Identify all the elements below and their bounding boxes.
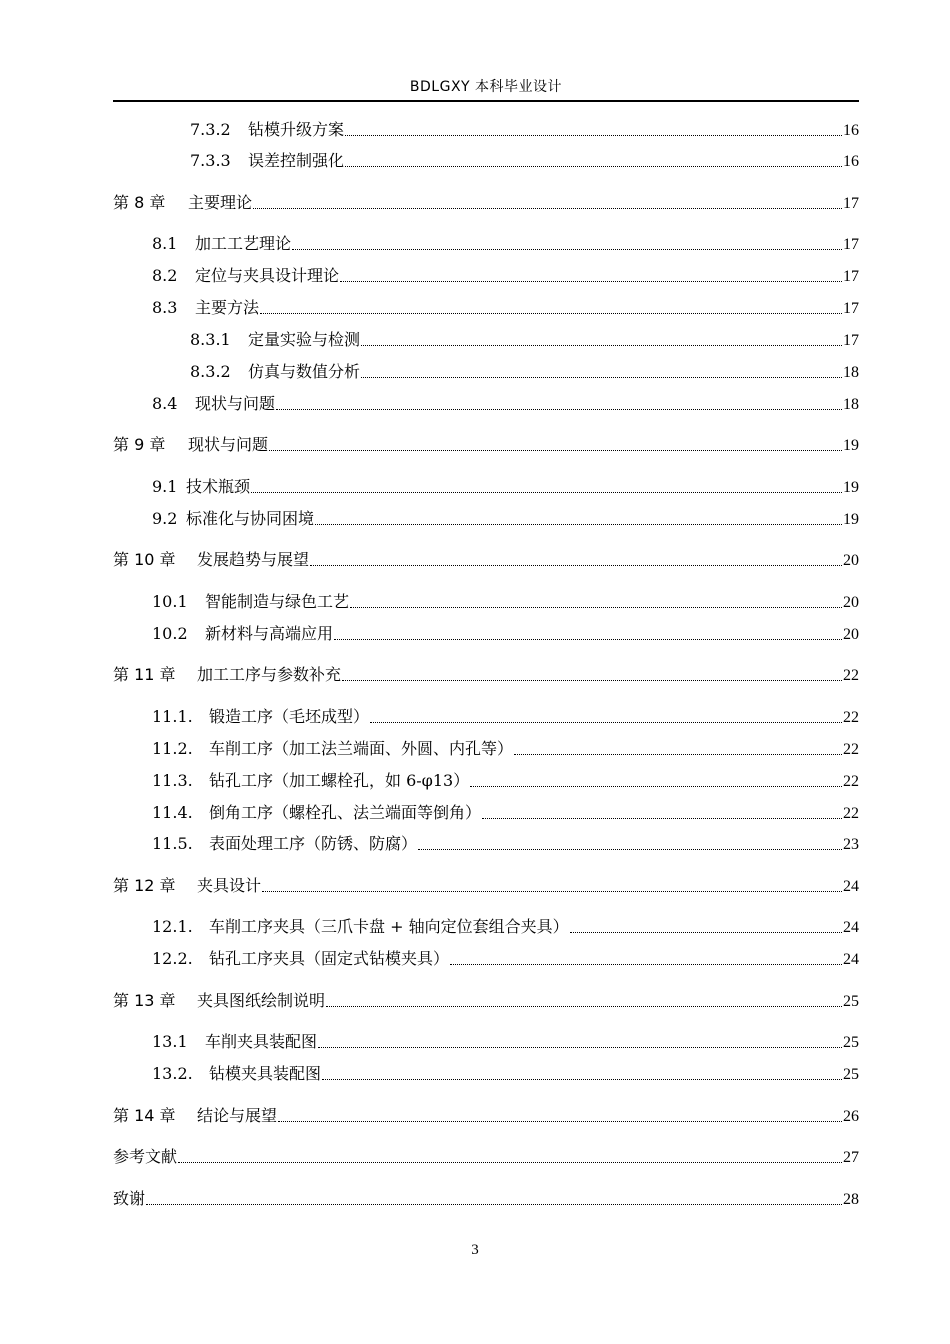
dot-leader — [340, 281, 842, 282]
dot-leader — [262, 891, 842, 892]
toc-chapter[interactable] — [113, 548, 859, 572]
toc-page: 22 — [843, 709, 859, 726]
toc-page: 28 — [843, 1191, 859, 1208]
toc-page: 27 — [843, 1149, 859, 1166]
toc-page: 19 — [843, 511, 859, 528]
toc-title: 钻孔工序（加工螺栓孔，如 6-φ13） — [209, 771, 470, 790]
dot-leader — [322, 1079, 842, 1080]
toc-number: 10.1 — [152, 592, 188, 611]
toc-title: 定位与夹具设计理论 — [195, 266, 340, 285]
toc-page: 24 — [843, 919, 859, 936]
toc-number: 9.2 — [152, 509, 178, 528]
toc-number: 第 9 章 — [113, 435, 166, 454]
toc-page: 23 — [843, 836, 859, 853]
dot-leader — [514, 754, 842, 755]
toc-number: 第 10 章 — [113, 550, 176, 569]
toc-page: 24 — [843, 951, 859, 968]
toc-number: 7.3.3 — [190, 151, 231, 170]
toc-entry[interactable] — [152, 232, 859, 256]
toc-chapter[interactable] — [113, 663, 859, 687]
toc-entry[interactable] — [190, 149, 859, 173]
dot-leader — [326, 1006, 842, 1007]
dot-leader — [345, 135, 842, 136]
toc-entry[interactable] — [152, 296, 859, 320]
toc-page: 22 — [843, 667, 859, 684]
dot-leader — [318, 1047, 842, 1048]
toc-entry[interactable] — [152, 622, 859, 646]
toc-number: 13.1 — [152, 1032, 188, 1051]
toc-title: 钻孔工序夹具（固定式钻模夹具） — [209, 949, 450, 968]
toc-title: 误差控制强化 — [248, 151, 345, 170]
toc-title: 加工工艺理论 — [195, 234, 292, 253]
toc-page: 22 — [843, 805, 859, 822]
toc-chapter[interactable] — [113, 1145, 859, 1169]
dot-leader — [276, 409, 842, 410]
toc-number: 第 14 章 — [113, 1106, 176, 1125]
toc-title: 新材料与高端应用 — [205, 624, 334, 643]
dot-leader — [361, 377, 842, 378]
dot-leader — [334, 639, 842, 640]
toc-page: 17 — [843, 300, 859, 317]
toc-title: 仿真与数值分析 — [248, 362, 361, 381]
toc-page: 25 — [843, 993, 859, 1010]
toc-page: 25 — [843, 1034, 859, 1051]
page-number: 3 — [471, 1242, 479, 1258]
toc-page: 16 — [843, 153, 859, 170]
toc-number: 7.3.2 — [190, 120, 231, 139]
toc-entry[interactable] — [152, 832, 859, 856]
toc-entry[interactable] — [190, 118, 859, 142]
dot-leader — [310, 565, 842, 566]
toc-entry[interactable] — [152, 507, 859, 531]
toc-title: 技术瓶颈 — [186, 477, 251, 496]
dot-leader — [418, 849, 842, 850]
toc-title: 钻模夹具装配图 — [209, 1064, 322, 1083]
toc-number: 13.2. — [152, 1064, 193, 1083]
toc-title: 结论与展望 — [197, 1106, 278, 1125]
toc-title: 定量实验与检测 — [248, 330, 361, 349]
toc-number: 9.1 — [152, 477, 178, 496]
toc-page: 22 — [843, 773, 859, 790]
dot-leader — [253, 208, 842, 209]
toc-page: 25 — [843, 1066, 859, 1083]
toc-title: 表面处理工序（防锈、防腐） — [209, 834, 418, 853]
dot-leader — [450, 964, 842, 965]
toc-number: 8.4 — [152, 394, 178, 413]
toc-number: 10.2 — [152, 624, 188, 643]
toc-page: 22 — [843, 741, 859, 758]
toc-title: 参考文献 — [113, 1147, 178, 1166]
toc-number: 8.3.1 — [190, 330, 231, 349]
toc-title: 主要理论 — [188, 193, 253, 212]
toc-title: 锻造工序（毛坯成型） — [209, 707, 370, 726]
page-header: BDLGXY 本科毕业设计 — [409, 79, 563, 95]
toc-number: 11.5. — [152, 834, 193, 853]
toc-title: 主要方法 — [195, 298, 260, 317]
toc-entry[interactable] — [152, 590, 859, 614]
toc-chapter[interactable] — [113, 1187, 859, 1211]
dot-leader — [260, 313, 842, 314]
toc-page: 17 — [843, 268, 859, 285]
toc-page: 17 — [843, 195, 859, 212]
toc-number: 8.3.2 — [190, 362, 231, 381]
toc-page: 16 — [843, 122, 859, 139]
toc-page: 19 — [843, 479, 859, 496]
toc-number: 11.4. — [152, 803, 193, 822]
toc-title: 倒角工序（螺栓孔、法兰端面等倒角） — [209, 803, 482, 822]
toc-entry[interactable] — [152, 915, 859, 939]
toc-title: 夹具图纸绘制说明 — [197, 991, 326, 1010]
toc-title: 发展趋势与展望 — [197, 550, 310, 569]
toc-number: 第 13 章 — [113, 991, 176, 1010]
toc-page: 20 — [843, 552, 859, 569]
toc-entry[interactable] — [152, 705, 859, 729]
toc-title: 车削工序夹具（三爪卡盘 + 轴向定位套组合夹具） — [209, 917, 569, 936]
toc-number: 8.1 — [152, 234, 178, 253]
dot-leader — [178, 1162, 842, 1163]
toc-title: 标准化与协同困境 — [186, 509, 315, 528]
toc-title: 现状与问题 — [195, 394, 276, 413]
dot-leader — [146, 1204, 842, 1205]
toc-entry[interactable] — [152, 1030, 859, 1054]
dot-leader — [345, 166, 842, 167]
toc-chapter[interactable] — [113, 433, 859, 457]
toc-number: 12.1. — [152, 917, 193, 936]
toc-number: 11.2. — [152, 739, 193, 758]
toc-entry[interactable] — [152, 947, 859, 971]
toc-title: 加工工序与参数补充 — [197, 665, 342, 684]
toc-page: 20 — [843, 626, 859, 643]
toc-chapter[interactable] — [113, 1104, 859, 1128]
toc-number: 12.2. — [152, 949, 193, 968]
dot-leader — [269, 450, 842, 451]
toc-entry[interactable] — [190, 328, 859, 352]
dot-leader — [251, 492, 842, 493]
dot-leader — [570, 932, 842, 933]
dot-leader — [350, 607, 842, 608]
toc-number: 第 8 章 — [113, 193, 166, 212]
toc-title: 现状与问题 — [188, 435, 269, 454]
toc-entry[interactable] — [152, 801, 859, 825]
dot-leader — [361, 345, 842, 346]
dot-leader — [482, 818, 842, 819]
dot-leader — [370, 722, 842, 723]
toc-page: 17 — [843, 236, 859, 253]
toc-page: 24 — [843, 878, 859, 895]
dot-leader — [292, 249, 842, 250]
toc-title: 夹具设计 — [197, 876, 262, 895]
toc-page: 19 — [843, 437, 859, 454]
toc-number: 8.2 — [152, 266, 178, 285]
toc-page: 18 — [843, 364, 859, 381]
toc-page: 18 — [843, 396, 859, 413]
toc-entry[interactable] — [152, 737, 859, 761]
toc-entry[interactable] — [152, 769, 859, 793]
toc-number: 第 11 章 — [113, 665, 176, 684]
toc-title: 车削工序（加工法兰端面、外圆、内孔等） — [209, 739, 514, 758]
toc-entry[interactable] — [152, 1062, 859, 1086]
dot-leader — [315, 524, 842, 525]
toc-number: 11.1. — [152, 707, 193, 726]
dot-leader — [342, 680, 842, 681]
toc-chapter[interactable] — [113, 989, 859, 1013]
toc-number: 8.3 — [152, 298, 178, 317]
toc-title: 致谢 — [113, 1189, 146, 1208]
toc-chapter[interactable] — [113, 874, 859, 898]
toc-page: 26 — [843, 1108, 859, 1125]
toc-title: 钻模升级方案 — [248, 120, 345, 139]
toc-entry[interactable] — [152, 475, 859, 499]
dot-leader — [278, 1121, 842, 1122]
dot-leader — [470, 786, 842, 787]
toc-page: 17 — [843, 332, 859, 349]
toc-title: 车削夹具装配图 — [205, 1032, 318, 1051]
toc-entry[interactable] — [152, 264, 859, 288]
toc-entry[interactable] — [152, 392, 859, 416]
toc-number: 11.3. — [152, 771, 193, 790]
toc-entry[interactable] — [190, 360, 859, 384]
toc-chapter[interactable] — [113, 191, 859, 215]
toc-number: 第 12 章 — [113, 876, 176, 895]
toc-title: 智能制造与绿色工艺 — [205, 592, 350, 611]
toc-page: 20 — [843, 594, 859, 611]
